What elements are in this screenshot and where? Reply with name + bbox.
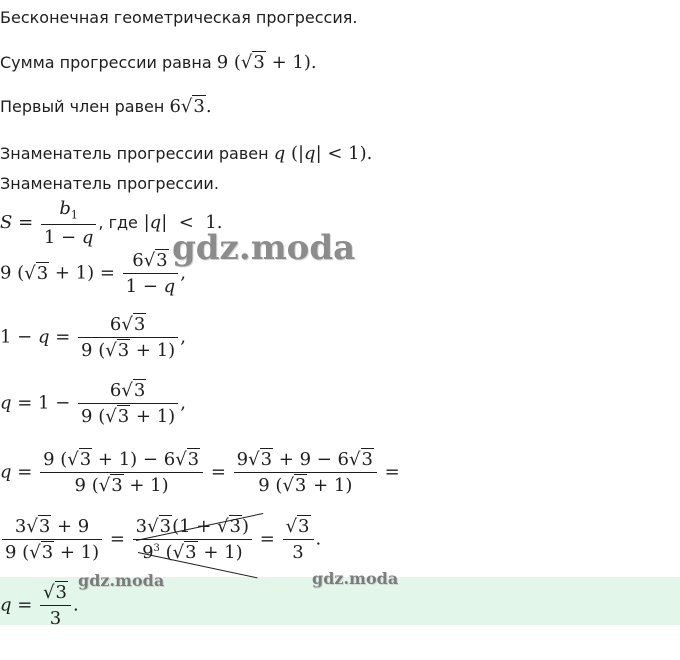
equation-4: q = $\frac{9 (√3 + 1) - 6√3}{9 (√3 + 1)}$ = $\frac{9√3 + 9 - 6√3}{9 (√3 + 1)}$ =	[0, 449, 400, 496]
watermark-gdz-moda-small-left: gdz.moda	[78, 571, 165, 590]
sum-label: Сумма прогрессии равна	[0, 53, 212, 72]
final-answer: q = $\frac{√3}{3}$ .	[0, 582, 79, 629]
problem-line-4	[0, 143, 372, 164]
problem-line-2	[0, 52, 317, 73]
equation-5: $\frac{3√3 + 9}{9 (√3 + 1)}$ = $\frac{3√3(1 + √3)}{9^3 (√3 + 1)}$ = $\frac{√3}{3}$ .	[0, 516, 321, 563]
first-term-value: 6√3.	[169, 96, 212, 117]
problem-line-5: Знаменатель прогрессии.	[0, 174, 219, 193]
problem-line-3	[0, 96, 212, 117]
watermark-gdz-moda: gdz.moda	[172, 228, 356, 268]
ratio-condition: q (|q| < 1).	[273, 143, 373, 164]
problem-line-1: Бесконечная геометрическая прогрессия.	[0, 8, 358, 27]
equation-1: 9 (√3 + 1) = $\frac{6√3}{1 - q}$ ,	[0, 250, 186, 297]
ratio-label: Знаменатель прогрессии равен	[0, 144, 269, 163]
cancelled-fraction: $\frac{3√3(1 + √3)}{9^3 (√3 + 1)}$	[133, 516, 252, 563]
first-term-label: Первый член равен	[0, 97, 165, 116]
equation-2: 1 − q = $\frac{6√3}{9 (√3 + 1)}$ ,	[0, 314, 186, 361]
equation-3: q = 1 − $\frac{6√3}{9 (√3 + 1)}$ ,	[0, 380, 186, 427]
sum-value: 9 (√3 + 1).	[216, 52, 317, 73]
where-label: , где	[98, 212, 138, 232]
watermark-gdz-moda-small-right: gdz.moda	[312, 569, 399, 588]
formula-sum: S = $\frac{b_1}{1 - q}$ , где |q| < 1.	[0, 198, 223, 248]
